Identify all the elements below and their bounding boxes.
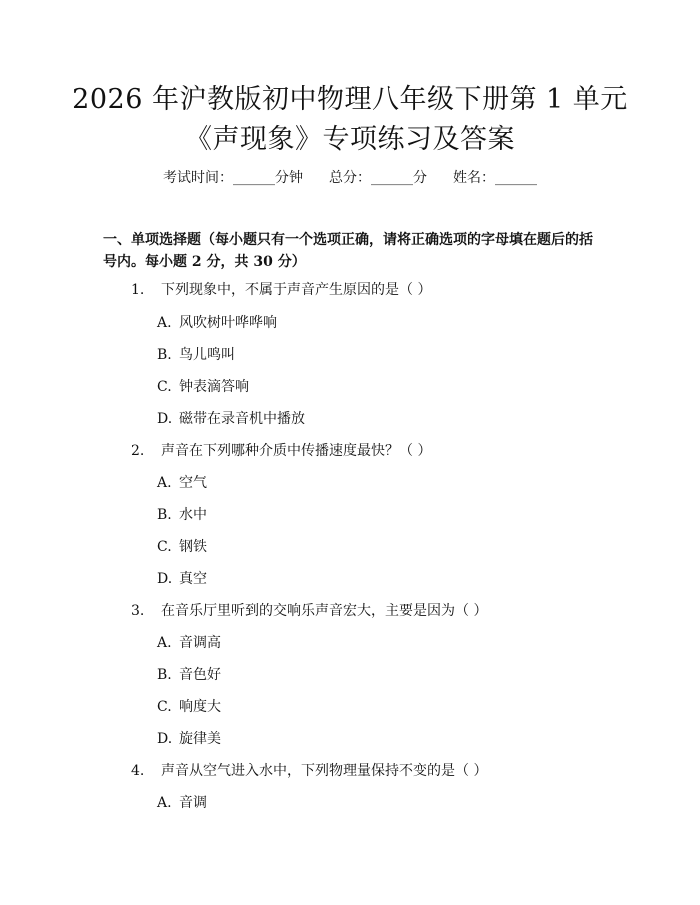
option-text: 鸟儿鸣叫 [179, 347, 235, 363]
question-1-option-a [157, 312, 557, 334]
document-title-line-2: 《声现象》专项练习及答案 [185, 124, 515, 155]
exam-info [0, 168, 700, 188]
option-letter: B. [157, 507, 172, 523]
option-text: 钢铁 [179, 539, 207, 555]
question-3-option-d [157, 728, 557, 750]
question-1-option-c [157, 376, 557, 398]
exam-time-field: 考试时间：______分钟 [163, 170, 303, 186]
option-letter: C. [157, 699, 172, 715]
question-2-option-c [157, 536, 557, 558]
option-letter: B. [157, 667, 172, 683]
option-letter: C. [157, 379, 172, 395]
option-text: 磁带在录音机中播放 [179, 411, 305, 427]
question-number: 2. [131, 443, 145, 459]
option-letter: D. [157, 411, 173, 427]
option-letter: A. [157, 315, 172, 331]
question-text: 在音乐厅里听到的交响乐声音宏大，主要是因为（ ） [161, 603, 488, 619]
question-3-option-c [157, 696, 557, 718]
option-letter: C. [157, 539, 172, 555]
question-text: 声音在下列哪种介质中传播速度最快？（ ） [161, 443, 432, 459]
option-letter: D. [157, 731, 173, 747]
option-letter: A. [157, 475, 172, 491]
option-text: 钟表滴答响 [179, 379, 249, 395]
question-3-option-b [157, 664, 557, 686]
section-heading-single-choice [103, 229, 603, 273]
option-text: 真空 [179, 571, 207, 587]
option-letter: B. [157, 347, 172, 363]
question-1-option-d [157, 408, 557, 430]
document-title-line-1: 2026 年沪教版初中物理八年级下册第 1 单元 [72, 84, 628, 115]
option-text: 音色好 [179, 667, 221, 683]
option-letter: A. [157, 795, 172, 811]
option-text: 旋律美 [179, 731, 221, 747]
exam-score-field: 总分：______分 [329, 170, 427, 186]
section-heading-line-2: 号内。每小题 2 分，共 30 分） [103, 254, 306, 270]
section-heading-line-1: 一、单项选择题（每小题只有一个选项正确，请将正确选项的字母填在题后的括 [103, 232, 593, 248]
question-1-option-b [157, 344, 557, 366]
question-2-option-b [157, 504, 557, 526]
option-letter: A. [157, 635, 172, 651]
option-text: 空气 [179, 475, 207, 491]
option-text: 音调高 [179, 635, 221, 651]
question-2-option-d [157, 568, 557, 590]
question-3-option-a [157, 632, 557, 654]
option-letter: D. [157, 571, 173, 587]
question-number: 3. [131, 603, 145, 619]
question-text: 下列现象中，不属于声音产生原因的是（ ） [161, 282, 432, 298]
exam-name-field: 姓名：______ [453, 170, 537, 186]
question-2-option-a [157, 472, 557, 494]
option-text: 风吹树叶哗哗响 [179, 315, 277, 331]
option-text: 水中 [179, 507, 207, 523]
question-4-option-a [157, 792, 557, 814]
question-text: 声音从空气进入水中，下列物理量保持不变的是（ ） [161, 763, 488, 779]
question-number: 4. [131, 763, 145, 779]
question-number: 1. [131, 282, 145, 298]
option-text: 响度大 [179, 699, 221, 715]
option-text: 音调 [179, 795, 207, 811]
